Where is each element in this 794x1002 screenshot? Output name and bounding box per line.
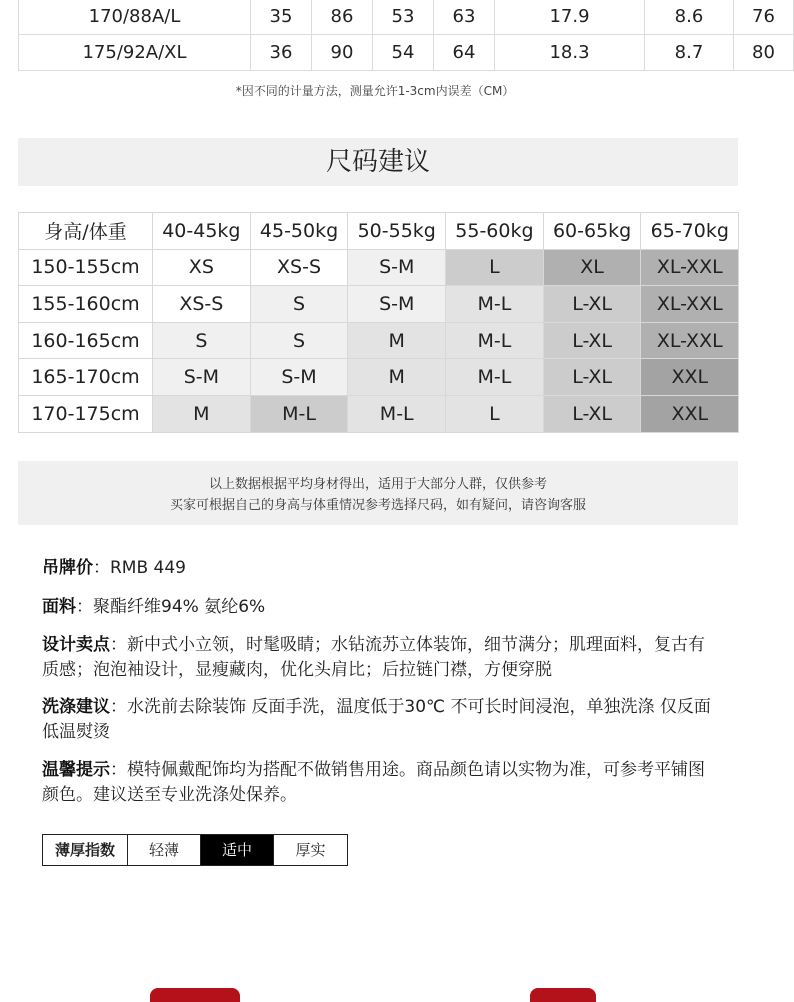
table-cell: 36 <box>251 35 312 71</box>
size-cell: M-L <box>250 395 348 432</box>
size-cell: M <box>153 395 251 432</box>
column-header: 45-50kg <box>250 213 348 250</box>
price-label: 吊牌价 <box>42 558 93 578</box>
table-cell: 17.9 <box>495 0 645 35</box>
fabric-line <box>42 595 712 620</box>
column-header: 50-55kg <box>348 213 446 250</box>
fabric-value: ：聚酯纤维94% 氨纶6% <box>76 597 266 617</box>
table-cell: 63 <box>434 0 495 35</box>
table-cell: 76 <box>734 0 794 35</box>
table-header-row <box>19 213 739 250</box>
size-cell: L <box>446 395 544 432</box>
size-cell: M-L <box>446 322 544 359</box>
size-cell: XXL <box>641 359 739 396</box>
wash-label: 洗涤建议 <box>42 697 110 717</box>
design-line <box>42 633 712 683</box>
tips-value: ：模特佩戴配饰均为搭配不做销售用途。商品颜色请以实物为准，可参考平铺图颜色。建议送至专业洗涤处保养。 <box>42 760 705 805</box>
design-value: ：新中式小立领，时髦吸睛；水钻流苏立体装饰，细节满分；肌理面料，复古有质感；泡泡袖设计，显瘦藏肉，优化头肩比；后拉链门襟，方便穿脱 <box>42 635 705 680</box>
size-section-title: 尺码建议 <box>18 138 738 186</box>
size-cell: XL-XXL <box>641 249 739 286</box>
size-cell: XS-S <box>153 286 251 323</box>
size-cell: L <box>446 249 544 286</box>
size-cell: XL <box>543 249 641 286</box>
thickness-label: 薄厚指数 <box>43 835 128 865</box>
table-cell: 18.3 <box>495 35 645 71</box>
disclaimer-line: 以上数据根据平均身材得出，适用于大部分人群，仅供参考 <box>208 477 547 492</box>
price-line <box>42 556 712 581</box>
table-cell: 8.7 <box>645 35 734 71</box>
table-cell: 8.6 <box>645 0 734 35</box>
height-cell: 165-170cm <box>19 359 153 396</box>
height-cell: 160-165cm <box>19 322 153 359</box>
size-cell: XL-XXL <box>641 286 739 323</box>
size-cell: S <box>250 322 348 359</box>
thickness-option-medium: 适中 <box>201 835 274 865</box>
size-recommendation-table <box>18 212 739 433</box>
size-cell: S <box>250 286 348 323</box>
price-value: ：RMB 449 <box>93 558 186 578</box>
size-cell: XS <box>153 249 251 286</box>
height-cell: 150-155cm <box>19 249 153 286</box>
column-header: 65-70kg <box>641 213 739 250</box>
size-cell: M-L <box>446 286 544 323</box>
column-header: 身高/体重 <box>19 213 153 250</box>
table-row <box>19 286 739 323</box>
table-row <box>19 359 739 396</box>
design-label: 设计卖点 <box>42 635 110 655</box>
size-cell: XXL <box>641 395 739 432</box>
size-cell: L-XL <box>543 359 641 396</box>
table-cell: 53 <box>373 0 434 35</box>
measurement-note: *因不同的计量方法，测量允许1-3cm内误差（CM） <box>235 84 515 98</box>
size-cell: M-L <box>446 359 544 396</box>
table-row <box>19 395 739 432</box>
table-cell: 86 <box>312 0 373 35</box>
size-cell: M <box>348 322 446 359</box>
table-cell: 54 <box>373 35 434 71</box>
height-cell: 155-160cm <box>19 286 153 323</box>
disclaimer-line: 买家可根据自己的身高与体重情况参考选择尺码，如有疑问，请咨询客服 <box>169 498 586 513</box>
column-header: 40-45kg <box>153 213 251 250</box>
table-row <box>19 249 739 286</box>
table-row <box>19 0 794 35</box>
table-cell: 35 <box>251 0 312 35</box>
size-cell: S-M <box>250 359 348 396</box>
product-image-right <box>530 988 596 1002</box>
size-cell: M-L <box>348 395 446 432</box>
disclaimer-panel <box>18 461 738 525</box>
table-cell: 64 <box>434 35 495 71</box>
thickness-option-thick: 厚实 <box>295 841 326 859</box>
size-cell: S-M <box>153 359 251 396</box>
table-cell: 90 <box>312 35 373 71</box>
size-cell: L-XL <box>543 395 641 432</box>
thickness-index <box>42 834 348 866</box>
tips-line <box>42 758 712 808</box>
fabric-label: 面料 <box>42 597 76 617</box>
table-cell: 170/88A/L <box>19 0 251 35</box>
size-cell: L-XL <box>543 286 641 323</box>
table-row <box>19 322 739 359</box>
size-cell: L-XL <box>543 322 641 359</box>
table-cell: 175/92A/XL <box>19 35 251 71</box>
column-header: 55-60kg <box>446 213 544 250</box>
wash-value: ：水洗前去除装饰 反面手洗，温度低于30℃ 不可长时间浸泡，单独洗涤 仅反面低温熨烫 <box>42 697 711 742</box>
measurement-table <box>18 0 794 71</box>
height-cell: 170-175cm <box>19 395 153 432</box>
product-image-left <box>150 988 240 1002</box>
size-cell: XL-XXL <box>641 322 739 359</box>
table-row <box>19 35 794 71</box>
size-cell: XS-S <box>250 249 348 286</box>
size-cell: S-M <box>348 286 446 323</box>
size-cell: M <box>348 359 446 396</box>
tips-label: 温馨提示 <box>42 760 110 780</box>
table-cell: 80 <box>734 35 794 71</box>
size-cell: S-M <box>348 249 446 286</box>
wash-line <box>42 695 712 745</box>
thickness-option-thin: 轻薄 <box>128 835 201 865</box>
column-header: 60-65kg <box>543 213 641 250</box>
size-cell: S <box>153 322 251 359</box>
